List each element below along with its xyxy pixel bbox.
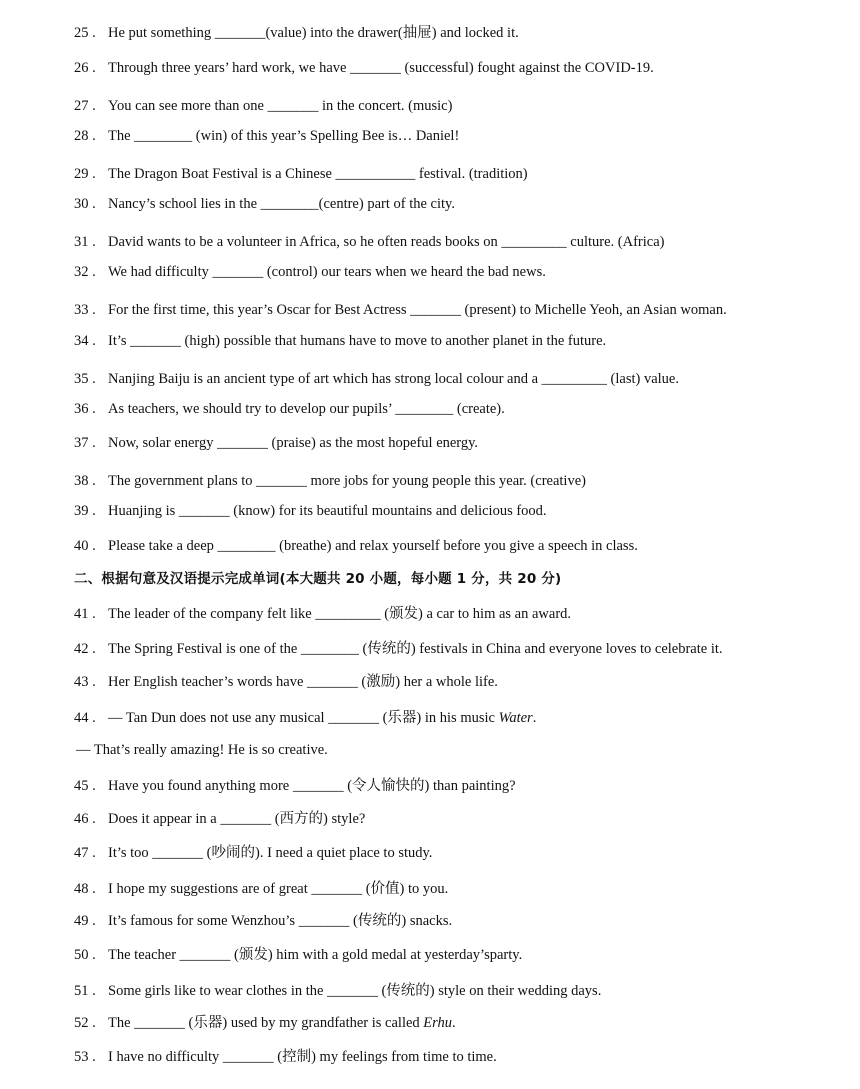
question-number: 48 . <box>74 881 96 897</box>
question-number: 51 . <box>74 983 96 999</box>
question-number: 53 . <box>74 1049 96 1065</box>
question-text: Does it appear in a _______ (西方的) style? <box>108 811 366 827</box>
question-text: The Spring Festival is one of the ________ (传统的) festivals in China and everyone loves to celebrate it. <box>108 641 723 657</box>
question-number: 27 . <box>74 98 96 114</box>
question-text: Her English teacher’s words have _______ (激励) her a whole life. <box>108 674 498 690</box>
music-title: Water <box>498 710 533 726</box>
question-number: 33 . <box>74 302 96 318</box>
question-text-main: — Tan Dun does not use any musical _______ (乐器) in his music <box>108 710 499 726</box>
question-text: Have you found anything more _______ (令人愉快的) than painting? <box>108 778 516 794</box>
question-number: 50 . <box>74 947 96 963</box>
question-text: It’s _______ (high) possible that humans have to move to another planet in the future. <box>108 333 607 349</box>
question-text: Huanjing is _______ (know) for its beautiful mountains and delicious food. <box>108 503 547 519</box>
question-number: 43 . <box>74 674 96 690</box>
question-text: You can see more than one _______ in the concert. (music) <box>108 98 453 114</box>
question-text: The teacher _______ (颁发) him with a gold medal at yesterday’sparty. <box>108 947 523 963</box>
question-number: 49 . <box>74 913 96 929</box>
question-text-main: The _______ (乐器) used by my grandfather is called <box>108 1015 424 1031</box>
question-text: Nanjing Baiju is an ancient type of art which has strong local colour and a _________ (last) value. <box>108 371 679 387</box>
question-number: 46 . <box>74 811 96 827</box>
question-text <box>108 709 536 727</box>
question-text: Please take a deep ________ (breathe) and relax yourself before you give a speech in class. <box>108 538 638 554</box>
instrument-name: Erhu <box>423 1015 453 1031</box>
question-text: Some girls like to wear clothes in the _______ (传统的) style on their wedding days. <box>108 983 602 999</box>
question-number: 25 . <box>74 25 96 41</box>
question-text: The ________ (win) of this year’s Spelling Bee is… Daniel! <box>108 128 460 144</box>
question-number: 45 . <box>74 778 96 794</box>
question-text: I hope my suggestions are of great _______ (价值) to you. <box>108 881 449 897</box>
question-text: He put something _______(value) into the drawer(抽屉) and locked it. <box>108 25 519 41</box>
question-number: 44 . <box>74 710 96 726</box>
question-number: 40 . <box>74 538 96 554</box>
question-number: 26 . <box>74 60 96 76</box>
question-number: 30 . <box>74 196 96 212</box>
question-number: 31 . <box>74 234 96 250</box>
question-text: The leader of the company felt like _________ (颁发) a car to him as an award. <box>108 606 572 622</box>
question-text: As teachers, we should try to develop our pupils’ ________ (create). <box>108 401 505 417</box>
question-number: 52 . <box>74 1015 96 1031</box>
question-text: Through three years’ hard work, we have _______ (successful) fought against the COVID-19. <box>108 60 654 76</box>
question-text-tail: . <box>532 710 537 726</box>
question-number: 29 . <box>74 166 96 182</box>
question-text: Nancy’s school lies in the ________(centre) part of the city. <box>108 196 455 212</box>
question-number: 38 . <box>74 473 96 489</box>
question-text-tail: . <box>452 1015 456 1031</box>
question-number: 41 . <box>74 606 96 622</box>
question-number: 37 . <box>74 435 96 451</box>
question-number: 47 . <box>74 845 96 861</box>
question-number: 36 . <box>74 401 96 417</box>
question-number: 28 . <box>74 128 96 144</box>
question-number: 42 . <box>74 641 96 657</box>
question-text: We had difficulty _______ (control) our tears when we heard the bad news. <box>108 264 546 280</box>
question-number: 32 . <box>74 264 96 280</box>
question-text: Now, solar energy _______ (praise) as the most hopeful energy. <box>108 435 479 451</box>
question-text: It’s famous for some Wenzhou’s _______ (传统的) snacks. <box>108 913 453 929</box>
question-number: 39 . <box>74 503 96 519</box>
question-text: The Dragon Boat Festival is a Chinese ___________ festival. (tradition) <box>108 166 528 182</box>
question-text: I have no difficulty _______ (控制) my feelings from time to time. <box>108 1049 497 1065</box>
question-number: 35 . <box>74 371 96 387</box>
question-text: David wants to be a volunteer in Africa, so he often reads books on _________ culture. (Africa) <box>108 234 665 250</box>
question-text: For the first time, this year’s Oscar for Best Actress _______ (present) to Michelle Yeoh, an Asian woman. <box>108 302 727 318</box>
question-number: 34 . <box>74 333 96 349</box>
question-text: It’s too _______ (吵闹的). I need a quiet place to study. <box>108 845 433 861</box>
section-heading-text: 二、根据句意及汉语提示完成单词(本大题共 20 小题，每小题 1 分，共 20 分) <box>74 571 562 587</box>
question-text <box>108 1014 456 1032</box>
reply-text: — That’s really amazing! He is so creative. <box>76 742 328 758</box>
question-text: The government plans to _______ more jobs for young people this year. (creative) <box>108 473 586 489</box>
